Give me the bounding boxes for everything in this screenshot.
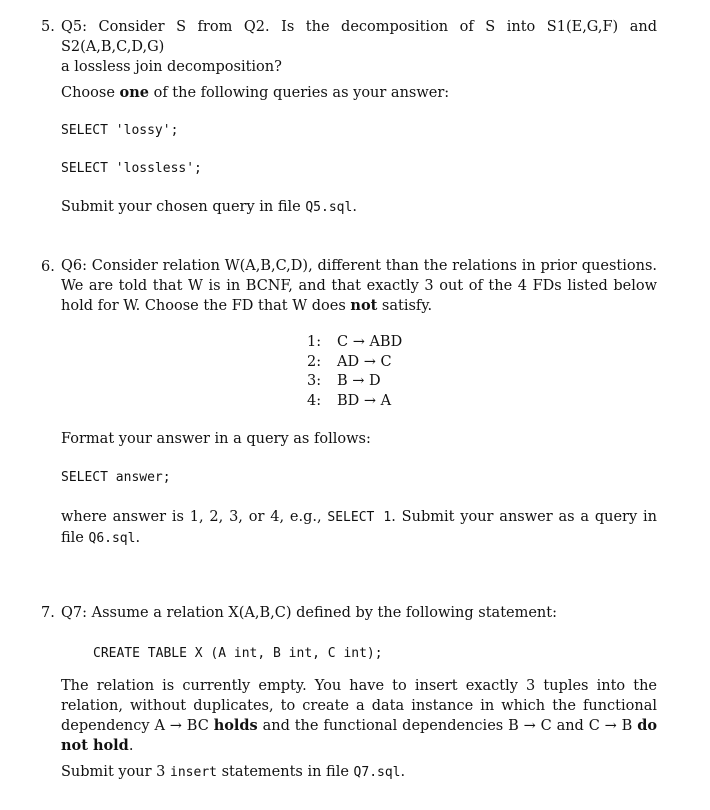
question-number: 7. (41, 605, 55, 621)
fd-item: 4: BD → A (307, 392, 392, 409)
fd-list (307, 333, 402, 411)
fd-item: 2: AD → C (307, 353, 392, 370)
question-text: Q7: Assume a relation X(A,B,C) defined by the following statement: (61, 605, 557, 621)
task-description: The relation is currently empty. You have to insert exactly 3 tuples into the relation, without duplicates, to create a data instance in which the functional dependency A → BC holds and the functional dependencies B → C and C → B do not hold. (61, 678, 658, 754)
fd-item: 3: B → D (307, 373, 381, 389)
create-statement: CREATE TABLE X (A int, B int, C int); (93, 646, 383, 661)
submit-instruction: Submit your chosen query in file Q5.sql. (61, 199, 357, 215)
option-lossy: SELECT 'lossy'; (61, 123, 179, 138)
where-instruction: where answer is 1, 2, 3, or 4, e.g., SELECT 1. Submit your answer as a query in file Q6.sql. (61, 509, 657, 546)
format-instruction: Format your answer in a query as follows: (61, 431, 371, 447)
choose-instruction: Choose one of the following queries as your answer: (61, 84, 450, 101)
fd-item: 1: C → ABD (307, 334, 403, 350)
question-number: 6. (41, 259, 55, 275)
question-body (61, 429, 657, 549)
submit-instruction: Submit your 3 insert statements in file Q7.sql. (61, 764, 406, 780)
question-body (61, 17, 657, 218)
question-text: Q6: Consider relation W(A,B,C,D), different than the relations in prior questions. We are told that W is in BCNF, and that exactly 3 out of the 4 FDs listed below hold for W. Choose the FD that W does not satisfy. (61, 258, 657, 314)
question-number: 5. (41, 19, 55, 35)
answer-query: SELECT answer; (61, 470, 171, 485)
question-body (61, 257, 657, 317)
option-lossless: SELECT 'lossless'; (61, 161, 202, 176)
question-text: Q5: Consider S from Q2. Is the decomposition of S into S1(E,G,F) and S2(A,B,C,D,G) a lossless join decomposition? (61, 19, 657, 75)
question-body (61, 603, 657, 783)
